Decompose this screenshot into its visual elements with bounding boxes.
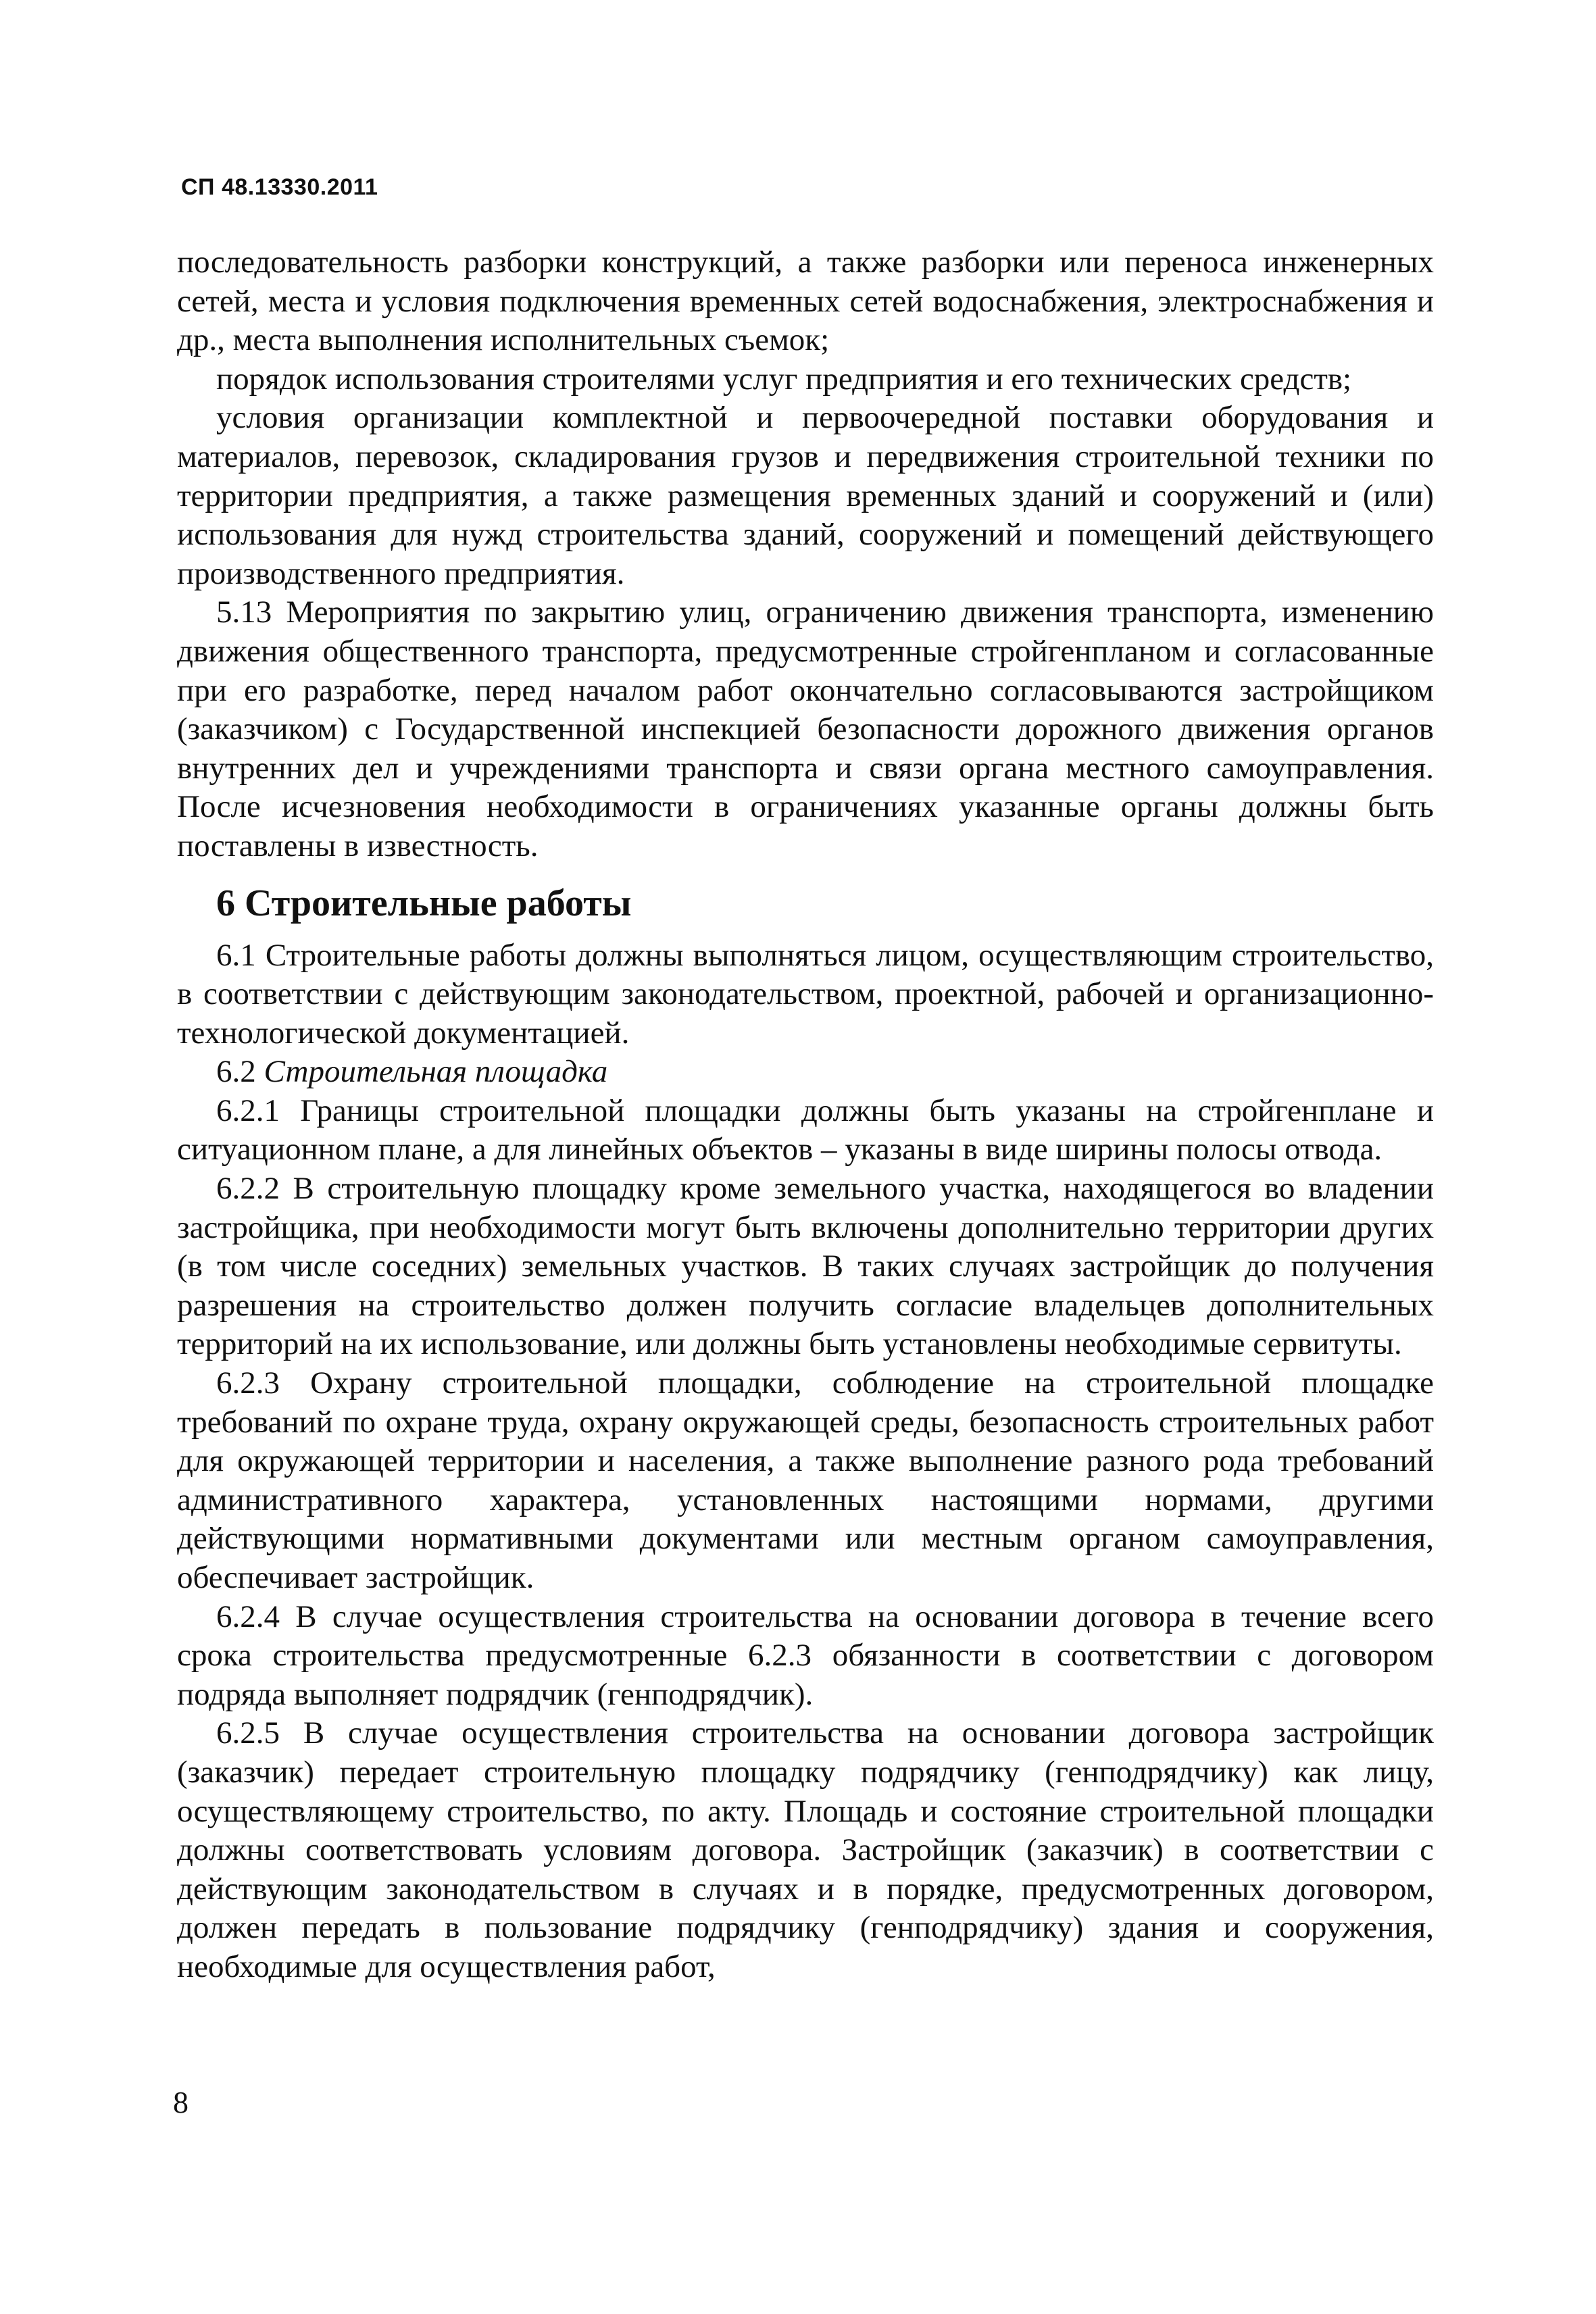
clause-6-2-1: 6.2.1 Границы строительной площадки должны быть указаны на стройгенплане и ситуационном плане, а для линейных объектов – указаны в виде ширины полосы отвода.	[177, 1092, 1434, 1167]
section-6-heading: 6 Строительные работы	[216, 882, 632, 924]
clause-5-13: 5.13 Мероприятия по закрытию улиц, ограничению движения транспорта, изменению движения общественного транспорта, предусмотренные стройгенпланом и согласованные при его разработке, перед началом работ окончательно согласовываются застройщиком (заказчиком) с Государственной инспекцией безопасности дорожного движения органов внутренних дел и учреждениями транспорта и связи органа местного самоуправления. После исчезновения необходимости в ограничениях указанные органы должны быть поставлены в известность.	[177, 595, 1434, 863]
clause-6-2-heading	[177, 1053, 1434, 1092]
clause-6-2-number: 6.2	[216, 1054, 256, 1090]
clause-6-2-2: 6.2.2 В строительную площадку кроме земельного участка, находящегося во владении застройщика, при необходимости могут быть включены дополнительно территории других (в том числе соседних) земельных участков. В таких случаях застройщик до получения разрешения на строительство должен получить согласие владельцев дополнительных территорий на их использование, или должны быть установлены необходимые сервитуты.	[177, 1171, 1434, 1362]
clause-6-1: 6.1 Строительные работы должны выполняться лицом, осуществляющим строительство, в соответствии с действующим законодательством, проектной, рабочей и организационно-технологической документацией.	[177, 937, 1434, 1051]
paragraph-conditions: условия организации комплектной и первоочередной поставки оборудования и материалов, перевозок, складирования грузов и передвижения строительной техники по территории предприятия, а также размещения временных зданий и сооружений и (или) использования для нужд строительства зданий, сооружений и помещений действующего производственного предприятия.	[177, 400, 1434, 591]
paragraph-continuation: последовательность разборки конструкций, а также разборки или переноса инженерных сетей, места и условия подключения временных сетей водоснабжения, электроснабжения и др., места выполнения исполнительных съемок;	[177, 245, 1434, 358]
paragraph-services: порядок использования строителями услуг предприятия и его технических средств;	[216, 361, 1352, 397]
clause-6-2-title: Строительная площадка	[264, 1054, 608, 1090]
clause-6-2-4: 6.2.4 В случае осуществления строительства на основании договора в течение всего срока строительства предусмотренные 6.2.3 обязанности в соответствии с договором подряда выполняет подрядчик (генподрядчик).	[177, 1599, 1434, 1712]
page-number: 8	[173, 2085, 189, 2119]
clause-6-2-5: 6.2.5 В случае осуществления строительства на основании договора застройщик (заказчик) передает строительную площадку подрядчику (генподрядчику) как лицу, осуществляющему строительство, по акту. Площадь и состояние строительной площадки должны соответствовать условиям договора. Застройщик (заказчик) в соответствии с действующим законодательством в случаях и в порядке, предусмотренных договором, должен передать в пользование подрядчику (генподрядчику) здания и сооружения, необходимые для осуществления работ,	[177, 1715, 1434, 1984]
document-body	[177, 243, 1434, 1987]
document-code: СП 48.13330.2011	[181, 174, 378, 200]
clause-6-2-3: 6.2.3 Охрану строительной площадки, соблюдение на строительной площадке требований по охране труда, охрану окружающей среды, безопасность строительных работ для окружающей территории и населения, а также выполнение разного рода требований административного характера, установленных настоящими нормами, другими действующими нормативными документами или местным органом самоуправления, обеспечивает застройщик.	[177, 1365, 1434, 1595]
